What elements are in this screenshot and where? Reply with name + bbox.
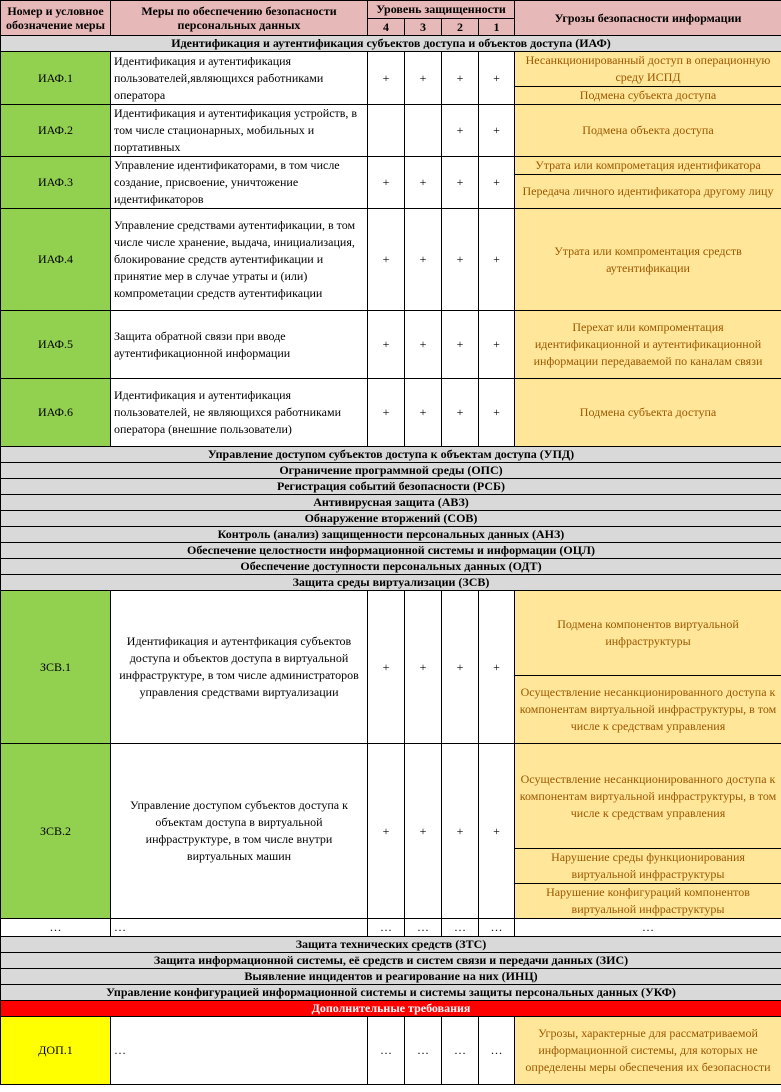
ellipsis-cell: …	[515, 919, 781, 937]
section-odt: Обеспечение доступности персональных данных (ОДТ)	[1, 559, 781, 575]
level-cell: +	[405, 311, 442, 379]
level-cell: +	[405, 379, 442, 447]
threat-cell: Несанкционированный доступ в операционную среду ИСПД	[515, 52, 781, 87]
measure-code: ИАФ.4	[1, 209, 111, 311]
level-cell	[405, 105, 442, 157]
section-rsb: Регистрация событий безопасности (РСБ)	[1, 479, 781, 495]
measure-text: Идентификация и аутентификация устройств, в том числе стационарных, мобильных и портативных	[111, 105, 368, 157]
level-cell: +	[368, 591, 405, 744]
header-level-1: 1	[479, 19, 515, 36]
measure-code: ЗСВ.1	[1, 591, 111, 744]
level-cell: +	[479, 591, 515, 744]
measure-text: Идентификация и аутентфикация субъектов доступа и объектов доступа в виртуальной инфраструктуре, в том числе администраторов управления средствами виртуализации	[111, 591, 368, 744]
measure-text: Идентификация и аутентификация пользователей,являющихся работниками оператора	[111, 52, 368, 105]
level-cell: +	[405, 591, 442, 744]
section-ops: Ограничение программной среды (ОПС)	[1, 463, 781, 479]
level-cell: +	[368, 209, 405, 311]
section-zis: Защита информационной системы, её средств и систем связи и передачи данных (ЗИС)	[1, 953, 781, 969]
measure-text: …	[111, 1017, 368, 1085]
level-cell: +	[479, 209, 515, 311]
section-zsv: Защита среды виртуализации (ЗСВ)	[1, 575, 781, 591]
level-cell: +	[368, 311, 405, 379]
level-cell: +	[368, 52, 405, 105]
header-measure: Меры по обеспечению безопасности персональных данных	[111, 1, 368, 36]
threat-cell: Нарушение среды функционирования виртуальной инфраструктуры	[515, 849, 781, 884]
level-cell: +	[442, 591, 479, 744]
level-cell: +	[442, 157, 479, 209]
level-cell: +	[442, 209, 479, 311]
threat-cell: Подмена объекта доступа	[515, 105, 781, 157]
ellipsis-cell: …	[1, 919, 111, 937]
level-cell: +	[479, 52, 515, 105]
level-cell: …	[368, 1017, 405, 1085]
level-cell: +	[442, 52, 479, 105]
level-cell: +	[405, 209, 442, 311]
level-cell: +	[405, 744, 442, 919]
threat-cell: Перехат или компроментация идентификационной и аутентификационной информации передаваемой по каналам связи	[515, 311, 781, 379]
section-avz: Антивирусная защита (АВЗ)	[1, 495, 781, 511]
measure-code: ЗСВ.2	[1, 744, 111, 919]
ellipsis-cell: …	[368, 919, 405, 937]
level-cell: …	[442, 1017, 479, 1085]
measure-code: ИАФ.1	[1, 52, 111, 105]
level-cell: +	[479, 311, 515, 379]
level-cell: +	[442, 105, 479, 157]
measure-text: Идентификация и аутентификация пользователей, не являющихся работниками оператора (внешние пользователи)	[111, 379, 368, 447]
level-cell: +	[442, 379, 479, 447]
level-cell: +	[479, 379, 515, 447]
level-cell: +	[479, 157, 515, 209]
measure-text: Защита обратной связи при вводе аутентификационной информации	[111, 311, 368, 379]
level-cell: …	[405, 1017, 442, 1085]
level-cell	[368, 105, 405, 157]
section-sov: Обнаружение вторжений (СОВ)	[1, 511, 781, 527]
level-cell: +	[479, 105, 515, 157]
ellipsis-cell: …	[442, 919, 479, 937]
threat-cell: Подмена субъекта доступа	[515, 87, 781, 105]
section-iaf: Идентификация и аутентификация субъектов доступа и объектов доступа (ИАФ)	[1, 36, 781, 52]
measure-code: ИАФ.2	[1, 105, 111, 157]
level-cell: +	[442, 311, 479, 379]
level-cell: +	[442, 744, 479, 919]
threat-cell: Подмена компонентов виртуальной инфраструктуры	[515, 591, 781, 676]
threat-cell: Угрозы, характерные для рассматриваемой информационной системы, для которых не определены меры обеспечения их безопасности	[515, 1017, 781, 1085]
header-code: Номер и условное обозначение меры	[1, 1, 111, 36]
threat-cell: Осуществление несанкционированного доступа к компонентам виртуальной инфраструктуры, в том числе к средствам управления	[515, 744, 781, 849]
level-cell: +	[405, 157, 442, 209]
threat-cell: Осуществление несанкционированного доступа к компонентам виртуальной инфраструктуры, в том числе к средствам управления	[515, 676, 781, 744]
measure-code: ИАФ.5	[1, 311, 111, 379]
section-zts: Защита технических средств (ЗТС)	[1, 937, 781, 953]
threat-cell: Утрата или компрометация идентификатора	[515, 157, 781, 175]
level-cell: +	[368, 157, 405, 209]
header-threats: Угрозы безопасности информации	[515, 1, 781, 36]
threat-cell: Подмена субъекта доступа	[515, 379, 781, 447]
measure-text: Управление доступом субъектов доступа к объектам доступа в виртуальной инфраструктуре, в том числе внутри виртуальных машин	[111, 744, 368, 919]
threat-cell: Утрата или компроментация средств аутентификации	[515, 209, 781, 311]
measure-code: ИАФ.6	[1, 379, 111, 447]
measure-text: Управление идентификаторами, в том числе создание, присвоение, уничтожение идентификаторов	[111, 157, 368, 209]
measure-text: Управление средствами аутентификации, в том числе числе хранение, выдача, инициализация, блокирование средств аутентификации и принятие мер в случае утраты и (или) компрометации средств аутентификации	[111, 209, 368, 311]
section-upd: Управление доступом субъектов доступа к объектам доступа (УПД)	[1, 447, 781, 463]
level-cell: +	[405, 52, 442, 105]
header-level-4: 4	[368, 19, 405, 36]
section-inc: Выявление инцидентов и реагирование на них (ИНЦ)	[1, 969, 781, 985]
level-cell: …	[479, 1017, 515, 1085]
level-cell: +	[368, 744, 405, 919]
measure-code: ДОП.1	[1, 1017, 111, 1085]
section-ocl: Обеспечение целостности информационной системы и информации (ОЦЛ)	[1, 543, 781, 559]
section-extra: Дополнительные требования	[1, 1001, 781, 1017]
threat-cell: Передача личного идентификатора другому лицу	[515, 175, 781, 209]
header-level-2: 2	[442, 19, 479, 36]
threat-cell: Нарушение конфигураций компонентов виртуальной инфраструктуры	[515, 884, 781, 919]
ellipsis-cell: …	[111, 919, 368, 937]
level-cell: +	[368, 379, 405, 447]
header-level-3: 3	[405, 19, 442, 36]
measure-code: ИАФ.3	[1, 157, 111, 209]
level-cell: +	[479, 744, 515, 919]
ellipsis-cell: …	[405, 919, 442, 937]
section-ukf: Управление конфигурацией информационной системы и системы защиты персональных данных (УКФ)	[1, 985, 781, 1001]
header-level: Уровень защищенности	[368, 1, 515, 19]
ellipsis-cell: …	[479, 919, 515, 937]
section-anz: Контроль (анализ) защищенности персональных данных (АНЗ)	[1, 527, 781, 543]
